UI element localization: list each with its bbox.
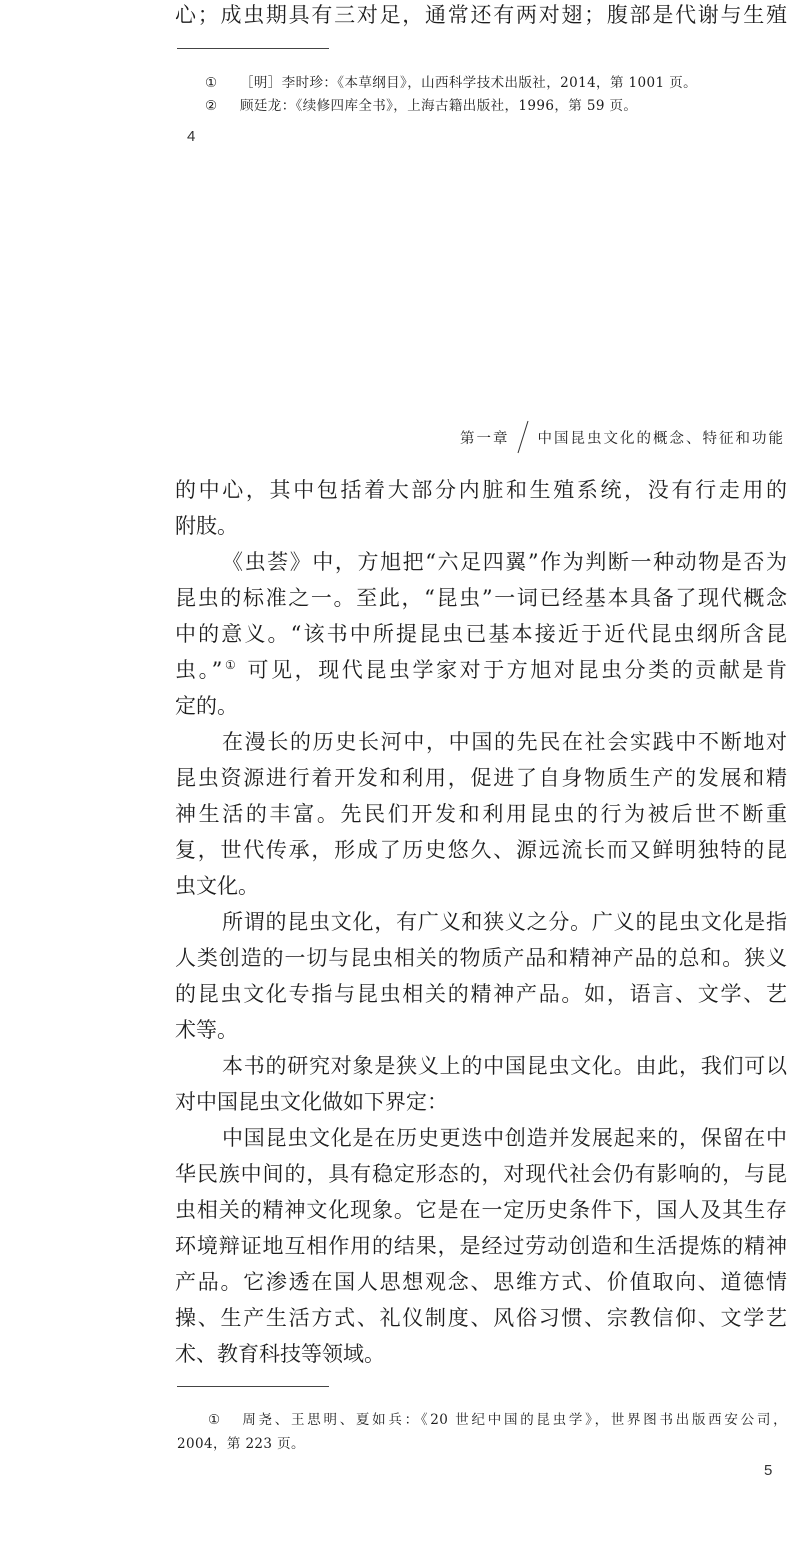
body-line: 所谓的昆虫文化，有广义和狭义之分。广义的昆虫文化是指 <box>222 910 787 934</box>
paragraph <box>175 544 787 724</box>
body-line: 虫相关的精神文化现象。它是在一定历史条件下，国人及其生存 <box>175 1198 787 1222</box>
chapter-title: 中国昆虫文化的概念、特征和功能 <box>537 430 785 447</box>
paragraph <box>175 1048 787 1120</box>
header-slash-divider <box>516 420 530 454</box>
body-line: 中的意义。“该书中所提昆虫已基本接近于近代昆虫纲所含昆 <box>175 622 787 646</box>
body-line: 华民族中间的，具有稳定形态的，对现代社会仍有影响的，与昆 <box>175 1162 787 1186</box>
body-line: 产品。它渗透在国人思想观念、思维方式、价值取向、道德情 <box>175 1270 787 1294</box>
body-line: 的昆虫文化专指与昆虫相关的精神产品。如，语言、文学、艺 <box>175 982 787 1006</box>
body-line: 的中心，其中包括着大部分内脏和生殖系统，没有行走用的 <box>175 478 787 502</box>
footnote-line: 2004，第 223 页。 <box>177 1436 305 1452</box>
paragraph <box>175 1120 787 1372</box>
body-text <box>175 472 787 1372</box>
footnote <box>205 96 787 116</box>
body-line: 对中国昆虫文化做如下界定： <box>175 1090 448 1114</box>
body-line: 虫文化。 <box>175 874 259 898</box>
footnote-mark: ① <box>208 1412 221 1428</box>
body-line: 本书的研究对象是狭义上的中国昆虫文化。由此，我们可以 <box>222 1054 787 1078</box>
footnote-mark: ① <box>205 75 218 91</box>
body-line: 《虫荟》中，方旭把“六足四翼”作为判断一种动物是否为 <box>222 550 787 574</box>
body-line: 术、教育科技等领域。 <box>175 1342 385 1366</box>
footnote <box>177 1408 787 1456</box>
paragraph <box>175 724 787 904</box>
body-line: 昆虫资源进行着开发和利用，促进了自身物质生产的发展和精 <box>175 766 787 790</box>
body-line: 中国昆虫文化是在历史更迭中创造并发展起来的，保留在中 <box>222 1126 787 1150</box>
footnote-text: 周尧、王思明、夏如兵：《20 世纪中国的昆虫学》，世界图书出版西安公司， <box>240 1412 787 1428</box>
body-line: 操、生产生活方式、礼仪制度、风俗习惯、宗教信仰、文学艺 <box>175 1306 787 1330</box>
page-number: 5 <box>764 1462 773 1479</box>
chapter-label: 第一章 <box>460 430 510 447</box>
body-line: 环境辩证地互相作用的结果，是经过劳动创造和生活提炼的精神 <box>175 1234 787 1258</box>
running-header <box>460 420 785 454</box>
footnote <box>205 73 787 93</box>
body-line: 定的。 <box>175 694 238 718</box>
footnote-mark: ② <box>205 98 218 114</box>
body-line <box>175 652 787 688</box>
previous-page-last-line: 心；成虫期具有三对足，通常还有两对翅；腹部是代谢与生殖 <box>175 3 787 27</box>
body-line: 复，世代传承，形成了历史悠久、源远流长而又鲜明独特的昆 <box>175 838 787 862</box>
footnote-reference: ① <box>222 658 239 672</box>
line-text: 可见，现代昆虫学家对于方旭对昆虫分类的贡献是肯 <box>247 658 787 682</box>
paragraph <box>175 904 787 1048</box>
footnote-text: ［明］李时珍：《本草纲目》，山西科学技术出版社，2014，第 1001 页。 <box>240 75 697 91</box>
footnote-line <box>177 1408 787 1432</box>
paragraph <box>175 472 787 544</box>
page-number: 4 <box>187 128 196 145</box>
line-text: 虫。” <box>175 658 223 682</box>
footnote-separator <box>177 1386 329 1387</box>
body-line: 人类创造的一切与昆虫相关的物质产品和精神产品的总和。狭义 <box>175 946 787 970</box>
body-line: 神生活的丰富。先民们开发和利用昆虫的行为被后世不断重 <box>175 802 787 826</box>
body-line: 在漫长的历史长河中，中国的先民在社会实践中不断地对 <box>222 730 787 754</box>
footnote-text: 顾廷龙：《续修四库全书》，上海古籍出版社，1996，第 59 页。 <box>240 98 638 114</box>
body-line: 附肢。 <box>175 514 238 538</box>
footnote-separator <box>177 48 329 49</box>
body-line: 术等。 <box>175 1018 238 1042</box>
body-line: 昆虫的标准之一。至此，“昆虫”一词已经基本具备了现代概念 <box>175 586 787 610</box>
